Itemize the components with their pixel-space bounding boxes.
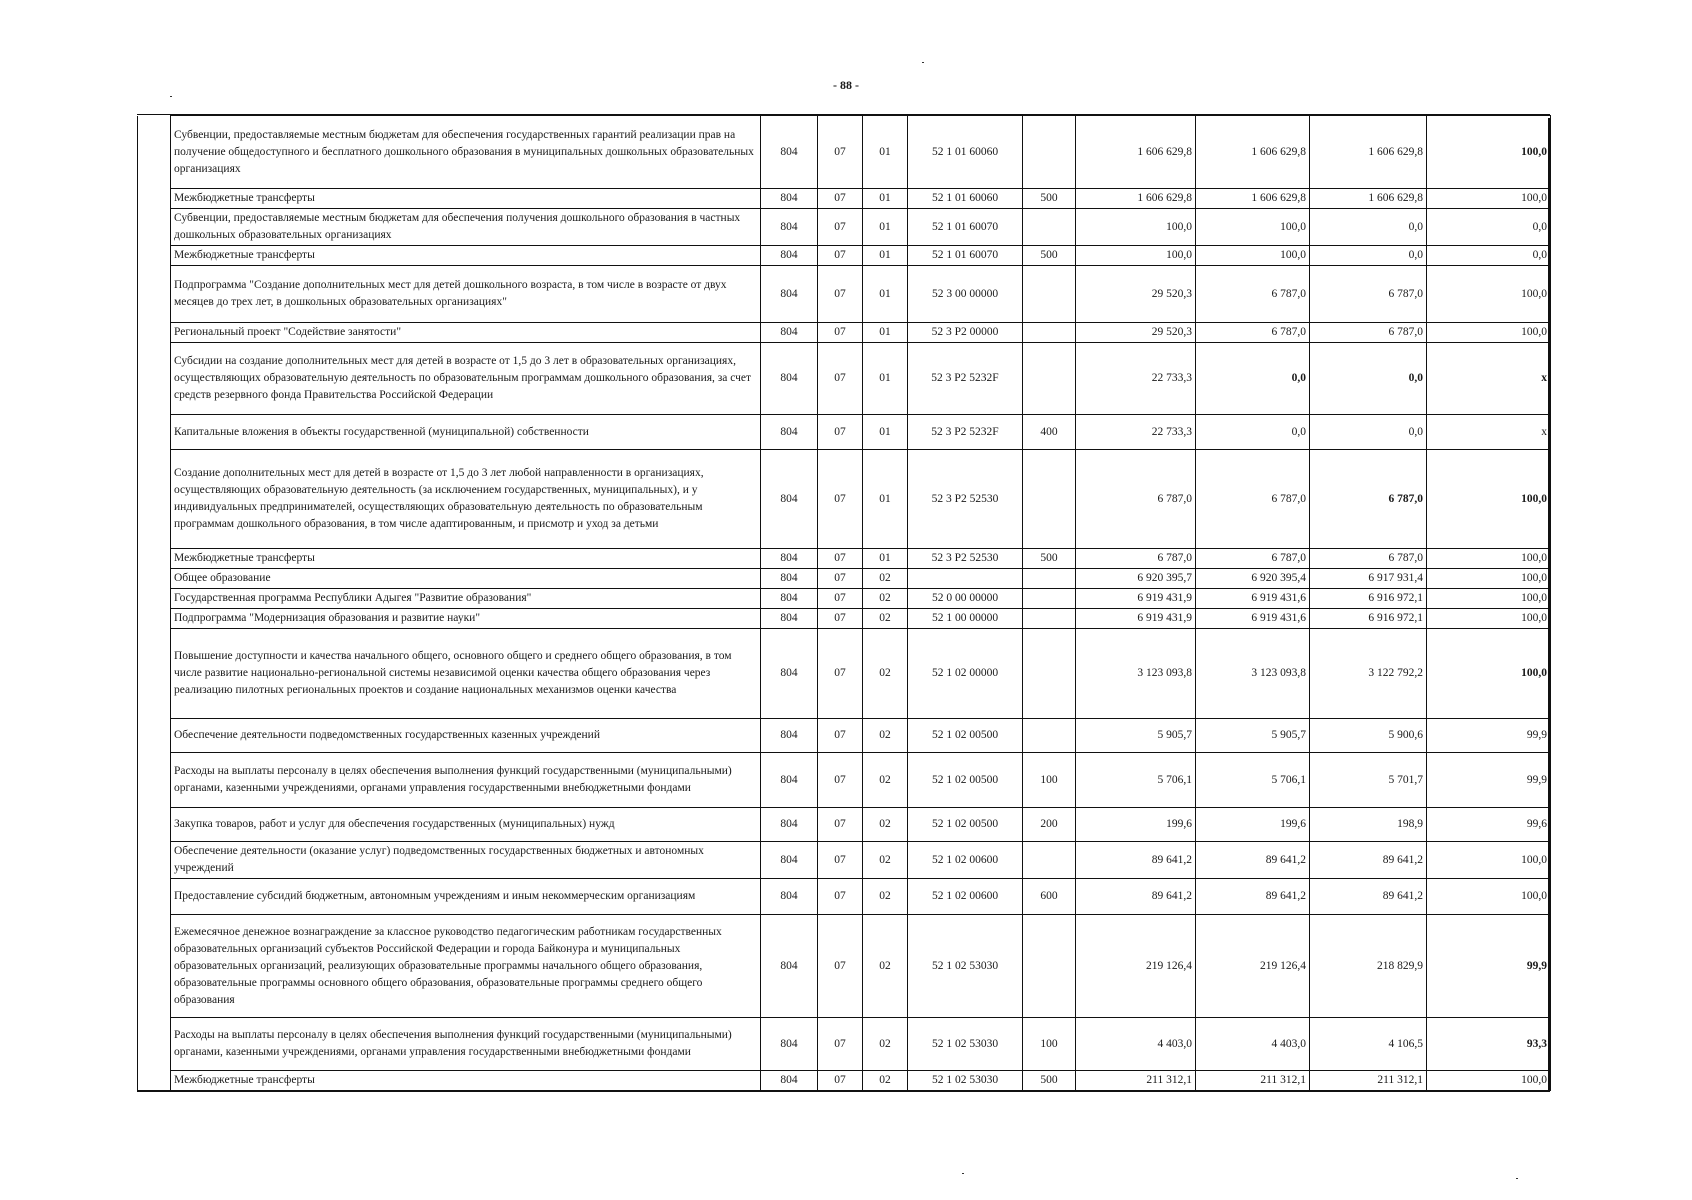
row-target-article-code: 52 1 00 00000 — [908, 609, 1023, 629]
row-subsection-code: 02 — [863, 629, 908, 719]
row-margin-cell — [138, 1071, 171, 1091]
row-subsection-code: 02 — [863, 842, 908, 879]
row-value-planned: 0,0 — [1196, 343, 1310, 415]
row-value-planned: 6 787,0 — [1196, 266, 1310, 323]
row-value-planned: 1 606 629,8 — [1196, 189, 1310, 209]
row-subsection-code: 01 — [863, 116, 908, 189]
row-value-approved: 100,0 — [1076, 246, 1196, 266]
row-section-code: 07 — [818, 1018, 863, 1071]
row-target-article-code: 52 1 02 53030 — [908, 915, 1023, 1018]
row-value-planned: 3 123 093,8 — [1196, 629, 1310, 719]
table-row — [138, 753, 1551, 808]
row-subsection-code: 01 — [863, 323, 908, 343]
row-target-article-code: 52 3 P2 5232F — [908, 343, 1023, 415]
table-body — [138, 116, 1551, 1091]
table-row — [138, 266, 1551, 323]
row-value-executed: 0,0 — [1310, 415, 1427, 450]
row-ved-code: 804 — [761, 879, 818, 915]
row-ved-code: 804 — [761, 246, 818, 266]
row-ved-code: 804 — [761, 915, 818, 1018]
row-section-code: 07 — [818, 246, 863, 266]
row-value-planned: 89 641,2 — [1196, 879, 1310, 915]
row-section-code: 07 — [818, 189, 863, 209]
row-name: Подпрограмма "Модернизация образования и развитие науки" — [171, 609, 761, 629]
row-value-approved: 22 733,3 — [1076, 343, 1196, 415]
row-expense-type-code — [1023, 719, 1076, 753]
row-margin-cell — [138, 915, 171, 1018]
row-margin-cell — [138, 450, 171, 549]
row-value-planned: 6 920 395,4 — [1196, 569, 1310, 589]
row-name: Создание дополнительных мест для детей в возрасте от 1,5 до 3 лет любой направленности в организациях, осуществляющих образовательную деятельность (за исключением государственных, муниципальных), и у индивидуальных предпринимателей, осуществляющих образовательную деятельность по образовательным программам дошкольного образования, в том числе адаптированным, и присмотр и уход за детьми — [171, 450, 761, 549]
row-name: Расходы на выплаты персоналу в целях обеспечения выполнения функций государственными (муниципальными) органами, казенными учреждениями, органами управления государственными внебюджетными фондами — [171, 753, 761, 808]
row-section-code: 07 — [818, 629, 863, 719]
row-target-article-code: 52 1 02 00500 — [908, 753, 1023, 808]
row-expense-type-code: 500 — [1023, 549, 1076, 569]
row-section-code: 07 — [818, 209, 863, 246]
row-subsection-code: 02 — [863, 609, 908, 629]
row-name: Расходы на выплаты персоналу в целях обеспечения выполнения функций государственными (муниципальными) органами, казенными учреждениями, органами управления государственными внебюджетными фондами — [171, 1018, 761, 1071]
row-margin-cell — [138, 753, 171, 808]
scan-speck — [922, 62, 924, 63]
row-value-planned: 1 606 629,8 — [1196, 116, 1310, 189]
row-section-code: 07 — [818, 609, 863, 629]
table-right-edge — [1548, 118, 1551, 1091]
row-subsection-code: 02 — [863, 879, 908, 915]
row-value-executed: 5 701,7 — [1310, 753, 1427, 808]
row-subsection-code: 02 — [863, 589, 908, 609]
row-value-approved: 6 919 431,9 — [1076, 609, 1196, 629]
row-margin-cell — [138, 879, 171, 915]
table-row — [138, 116, 1551, 189]
row-section-code: 07 — [818, 915, 863, 1018]
table-row — [138, 189, 1551, 209]
row-expense-type-code — [1023, 343, 1076, 415]
row-subsection-code: 02 — [863, 753, 908, 808]
row-execution-percent: 93,3 — [1427, 1018, 1551, 1071]
row-target-article-code: 52 3 P2 00000 — [908, 323, 1023, 343]
row-expense-type-code — [1023, 569, 1076, 589]
row-section-code: 07 — [818, 415, 863, 450]
row-execution-percent: 99,6 — [1427, 808, 1551, 842]
row-margin-cell — [138, 569, 171, 589]
row-name: Межбюджетные трансферты — [171, 189, 761, 209]
row-section-code: 07 — [818, 549, 863, 569]
table-bottom-border — [137, 1090, 1550, 1092]
row-value-planned: 6 787,0 — [1196, 323, 1310, 343]
row-ved-code: 804 — [761, 189, 818, 209]
scan-speck — [170, 96, 172, 97]
row-value-planned: 89 641,2 — [1196, 842, 1310, 879]
row-subsection-code: 01 — [863, 415, 908, 450]
row-value-executed: 6 787,0 — [1310, 549, 1427, 569]
row-margin-cell — [138, 1018, 171, 1071]
row-margin-cell — [138, 266, 171, 323]
row-value-executed: 6 787,0 — [1310, 266, 1427, 323]
row-expense-type-code: 200 — [1023, 808, 1076, 842]
row-ved-code: 804 — [761, 629, 818, 719]
row-expense-type-code: 500 — [1023, 189, 1076, 209]
budget-table — [137, 115, 1551, 1091]
row-margin-cell — [138, 323, 171, 343]
row-value-approved: 6 920 395,7 — [1076, 569, 1196, 589]
row-value-planned: 219 126,4 — [1196, 915, 1310, 1018]
row-name: Межбюджетные трансферты — [171, 549, 761, 569]
row-execution-percent: 100,0 — [1427, 589, 1551, 609]
row-expense-type-code: 600 — [1023, 879, 1076, 915]
row-execution-percent: 99,9 — [1427, 719, 1551, 753]
row-value-executed: 1 606 629,8 — [1310, 116, 1427, 189]
row-value-executed: 89 641,2 — [1310, 879, 1427, 915]
row-subsection-code: 01 — [863, 343, 908, 415]
row-target-article-code: 52 1 02 00000 — [908, 629, 1023, 719]
row-value-approved: 89 641,2 — [1076, 842, 1196, 879]
row-subsection-code: 02 — [863, 719, 908, 753]
row-expense-type-code — [1023, 842, 1076, 879]
row-execution-percent: 99,9 — [1427, 915, 1551, 1018]
row-value-planned: 211 312,1 — [1196, 1071, 1310, 1091]
row-section-code: 07 — [818, 753, 863, 808]
row-value-executed: 4 106,5 — [1310, 1018, 1427, 1071]
table-row — [138, 1071, 1551, 1091]
scan-speck — [1516, 1178, 1518, 1179]
row-margin-cell — [138, 842, 171, 879]
row-value-executed: 0,0 — [1310, 343, 1427, 415]
row-subsection-code: 01 — [863, 189, 908, 209]
row-value-planned: 6 787,0 — [1196, 450, 1310, 549]
row-expense-type-code: 100 — [1023, 1018, 1076, 1071]
row-expense-type-code — [1023, 629, 1076, 719]
row-section-code: 07 — [818, 719, 863, 753]
row-name: Общее образование — [171, 569, 761, 589]
row-name: Закупка товаров, работ и услуг для обеспечения государственных (муниципальных) нужд — [171, 808, 761, 842]
row-ved-code: 804 — [761, 323, 818, 343]
row-value-executed: 6 917 931,4 — [1310, 569, 1427, 589]
row-ved-code: 804 — [761, 209, 818, 246]
row-name: Субвенции, предоставляемые местным бюджетам для обеспечения государственных гарантий реализации прав на получение общедоступного и бесплатного дошкольного образования в муниципальных дошкольных образовательных организациях — [171, 116, 761, 189]
table-row — [138, 842, 1551, 879]
row-name: Предоставление субсидий бюджетным, автономным учреждениям и иным некоммерческим организациям — [171, 879, 761, 915]
row-section-code: 07 — [818, 589, 863, 609]
row-name: Подпрограмма "Создание дополнительных мест для детей дошкольного возраста, в том числе в возрасте от двух месяцев до трех лет, в дошкольных образовательных организациях" — [171, 266, 761, 323]
row-subsection-code: 02 — [863, 808, 908, 842]
row-value-approved: 29 520,3 — [1076, 323, 1196, 343]
row-value-executed: 6 787,0 — [1310, 323, 1427, 343]
row-name: Межбюджетные трансферты — [171, 1071, 761, 1091]
row-expense-type-code: 500 — [1023, 1071, 1076, 1091]
row-section-code: 07 — [818, 266, 863, 323]
row-value-planned: 6 919 431,6 — [1196, 609, 1310, 629]
row-value-planned: 100,0 — [1196, 246, 1310, 266]
row-execution-percent: 100,0 — [1427, 569, 1551, 589]
row-execution-percent: 0,0 — [1427, 209, 1551, 246]
table-row — [138, 589, 1551, 609]
row-value-executed: 6 916 972,1 — [1310, 589, 1427, 609]
table-row — [138, 609, 1551, 629]
row-value-approved: 3 123 093,8 — [1076, 629, 1196, 719]
row-margin-cell — [138, 609, 171, 629]
row-subsection-code: 01 — [863, 266, 908, 323]
row-execution-percent: 99,9 — [1427, 753, 1551, 808]
row-value-executed: 0,0 — [1310, 209, 1427, 246]
table-row — [138, 719, 1551, 753]
row-target-article-code: 52 3 P2 5232F — [908, 415, 1023, 450]
row-margin-cell — [138, 549, 171, 569]
row-value-executed: 198,9 — [1310, 808, 1427, 842]
row-subsection-code: 02 — [863, 1071, 908, 1091]
row-ved-code: 804 — [761, 753, 818, 808]
row-expense-type-code — [1023, 609, 1076, 629]
row-execution-percent: 100,0 — [1427, 266, 1551, 323]
row-target-article-code: 52 3 P2 52530 — [908, 549, 1023, 569]
row-target-article-code: 52 1 02 53030 — [908, 1018, 1023, 1071]
row-target-article-code: 52 1 01 60070 — [908, 246, 1023, 266]
row-value-approved: 1 606 629,8 — [1076, 116, 1196, 189]
row-value-approved: 6 787,0 — [1076, 450, 1196, 549]
table-row — [138, 915, 1551, 1018]
row-value-planned: 100,0 — [1196, 209, 1310, 246]
row-execution-percent: 100,0 — [1427, 323, 1551, 343]
row-value-approved: 22 733,3 — [1076, 415, 1196, 450]
row-margin-cell — [138, 209, 171, 246]
row-expense-type-code: 500 — [1023, 246, 1076, 266]
row-value-approved: 219 126,4 — [1076, 915, 1196, 1018]
row-target-article-code: 52 3 P2 52530 — [908, 450, 1023, 549]
row-ved-code: 804 — [761, 1071, 818, 1091]
row-value-planned: 5 706,1 — [1196, 753, 1310, 808]
row-execution-percent: 100,0 — [1427, 609, 1551, 629]
row-execution-percent: 100,0 — [1427, 189, 1551, 209]
row-expense-type-code — [1023, 323, 1076, 343]
row-value-executed: 0,0 — [1310, 246, 1427, 266]
table-row — [138, 343, 1551, 415]
row-execution-percent: 100,0 — [1427, 116, 1551, 189]
row-section-code: 07 — [818, 450, 863, 549]
row-section-code: 07 — [818, 842, 863, 879]
row-target-article-code — [908, 569, 1023, 589]
scan-speck — [962, 1173, 964, 1174]
row-value-approved: 29 520,3 — [1076, 266, 1196, 323]
row-margin-cell — [138, 719, 171, 753]
row-value-planned: 4 403,0 — [1196, 1018, 1310, 1071]
row-margin-cell — [138, 415, 171, 450]
row-ved-code: 804 — [761, 343, 818, 415]
table-row — [138, 879, 1551, 915]
row-ved-code: 804 — [761, 450, 818, 549]
row-subsection-code: 02 — [863, 1018, 908, 1071]
row-expense-type-code — [1023, 450, 1076, 549]
row-execution-percent: 100,0 — [1427, 629, 1551, 719]
row-ved-code: 804 — [761, 549, 818, 569]
row-target-article-code: 52 1 02 00600 — [908, 879, 1023, 915]
row-target-article-code: 52 0 00 00000 — [908, 589, 1023, 609]
row-execution-percent: 0,0 — [1427, 246, 1551, 266]
row-margin-cell — [138, 589, 171, 609]
row-expense-type-code — [1023, 589, 1076, 609]
row-name: Субвенции, предоставляемые местным бюджетам для обеспечения получения дошкольного образования в частных дошкольных образовательных организациях — [171, 209, 761, 246]
row-target-article-code: 52 1 02 00600 — [908, 842, 1023, 879]
row-execution-percent: х — [1427, 343, 1551, 415]
row-ved-code: 804 — [761, 609, 818, 629]
table-row — [138, 415, 1551, 450]
row-ved-code: 804 — [761, 266, 818, 323]
row-ved-code: 804 — [761, 116, 818, 189]
row-target-article-code: 52 1 01 60070 — [908, 209, 1023, 246]
row-value-executed: 218 829,9 — [1310, 915, 1427, 1018]
table-row — [138, 629, 1551, 719]
row-section-code: 07 — [818, 1071, 863, 1091]
row-ved-code: 804 — [761, 415, 818, 450]
row-value-planned: 0,0 — [1196, 415, 1310, 450]
row-subsection-code: 01 — [863, 450, 908, 549]
row-name: Обеспечение деятельности подведомственных государственных казенных учреждений — [171, 719, 761, 753]
row-value-approved: 5 706,1 — [1076, 753, 1196, 808]
row-value-planned: 6 787,0 — [1196, 549, 1310, 569]
row-value-executed: 3 122 792,2 — [1310, 629, 1427, 719]
row-target-article-code: 52 1 02 00500 — [908, 719, 1023, 753]
row-subsection-code: 02 — [863, 569, 908, 589]
row-name: Региональный проект "Содействие занятости" — [171, 323, 761, 343]
row-subsection-code: 01 — [863, 246, 908, 266]
row-name: Межбюджетные трансферты — [171, 246, 761, 266]
row-subsection-code: 02 — [863, 915, 908, 1018]
row-value-executed: 89 641,2 — [1310, 842, 1427, 879]
table-row — [138, 1018, 1551, 1071]
row-section-code: 07 — [818, 343, 863, 415]
row-name: Государственная программа Республики Адыгея "Развитие образования" — [171, 589, 761, 609]
row-value-approved: 199,6 — [1076, 808, 1196, 842]
row-name: Капитальные вложения в объекты государственной (муниципальной) собственности — [171, 415, 761, 450]
row-execution-percent: 100,0 — [1427, 1071, 1551, 1091]
row-expense-type-code: 400 — [1023, 415, 1076, 450]
row-value-approved: 4 403,0 — [1076, 1018, 1196, 1071]
row-section-code: 07 — [818, 116, 863, 189]
row-target-article-code: 52 3 00 00000 — [908, 266, 1023, 323]
row-section-code: 07 — [818, 569, 863, 589]
table-row — [138, 569, 1551, 589]
row-margin-cell — [138, 808, 171, 842]
row-value-approved: 1 606 629,8 — [1076, 189, 1196, 209]
row-margin-cell — [138, 629, 171, 719]
row-execution-percent: 100,0 — [1427, 549, 1551, 569]
row-margin-cell — [138, 246, 171, 266]
row-ved-code: 804 — [761, 1018, 818, 1071]
row-value-executed: 5 900,6 — [1310, 719, 1427, 753]
row-ved-code: 804 — [761, 842, 818, 879]
row-ved-code: 804 — [761, 589, 818, 609]
table-row — [138, 450, 1551, 549]
table-row — [138, 246, 1551, 266]
row-margin-cell — [138, 343, 171, 415]
table-row — [138, 323, 1551, 343]
row-expense-type-code — [1023, 266, 1076, 323]
row-execution-percent: 100,0 — [1427, 842, 1551, 879]
row-target-article-code: 52 1 01 60060 — [908, 189, 1023, 209]
row-target-article-code: 52 1 02 00500 — [908, 808, 1023, 842]
row-execution-percent: 100,0 — [1427, 879, 1551, 915]
row-section-code: 07 — [818, 808, 863, 842]
row-execution-percent: 100,0 — [1427, 450, 1551, 549]
row-subsection-code: 01 — [863, 549, 908, 569]
row-name: Обеспечение деятельности (оказание услуг) подведомственных государственных бюджетных и автономных учреждений — [171, 842, 761, 879]
row-value-planned: 199,6 — [1196, 808, 1310, 842]
row-expense-type-code: 100 — [1023, 753, 1076, 808]
row-subsection-code: 01 — [863, 209, 908, 246]
row-value-approved: 89 641,2 — [1076, 879, 1196, 915]
row-name: Субсидии на создание дополнительных мест для детей в возрасте от 1,5 до 3 лет в образовательных организациях, осуществляющих образовательную деятельность по образовательным программам дошкольного образования, за счет средств резервного фонда Правительства Российской Федерации — [171, 343, 761, 415]
row-expense-type-code — [1023, 116, 1076, 189]
row-execution-percent: х — [1427, 415, 1551, 450]
row-section-code: 07 — [818, 323, 863, 343]
row-value-planned: 5 905,7 — [1196, 719, 1310, 753]
row-section-code: 07 — [818, 879, 863, 915]
page-number: - 88 - — [833, 78, 859, 92]
row-ved-code: 804 — [761, 808, 818, 842]
table-row — [138, 549, 1551, 569]
row-value-executed: 6 916 972,1 — [1310, 609, 1427, 629]
table-row — [138, 808, 1551, 842]
row-value-approved: 211 312,1 — [1076, 1071, 1196, 1091]
row-value-approved: 5 905,7 — [1076, 719, 1196, 753]
row-value-executed: 211 312,1 — [1310, 1071, 1427, 1091]
row-value-executed: 6 787,0 — [1310, 450, 1427, 549]
row-name: Ежемесячное денежное вознаграждение за классное руководство педагогическим работникам государственных образовательных организаций субъектов Российской Федерации и города Байконура и муниципальных образовательных организаций, реализующих образовательные программы начального общего образования, образовательные программы основного общего образования, образовательные программы среднего общего образования — [171, 915, 761, 1018]
row-ved-code: 804 — [761, 719, 818, 753]
row-value-planned: 6 919 431,6 — [1196, 589, 1310, 609]
row-margin-cell — [138, 116, 171, 189]
row-ved-code: 804 — [761, 569, 818, 589]
row-expense-type-code — [1023, 915, 1076, 1018]
row-target-article-code: 52 1 02 53030 — [908, 1071, 1023, 1091]
row-margin-cell — [138, 189, 171, 209]
row-value-approved: 6 919 431,9 — [1076, 589, 1196, 609]
row-value-executed: 1 606 629,8 — [1310, 189, 1427, 209]
row-value-approved: 100,0 — [1076, 209, 1196, 246]
row-name: Повышение доступности и качества начального общего, основного общего и среднего общего образования, в том числе развитие национально-региональной системы независимой оценки качества общего образования через реализацию пилотных региональных проектов и создание национальных механизмов оценки качества — [171, 629, 761, 719]
row-value-approved: 6 787,0 — [1076, 549, 1196, 569]
row-target-article-code: 52 1 01 60060 — [908, 116, 1023, 189]
row-expense-type-code — [1023, 209, 1076, 246]
table-row — [138, 209, 1551, 246]
